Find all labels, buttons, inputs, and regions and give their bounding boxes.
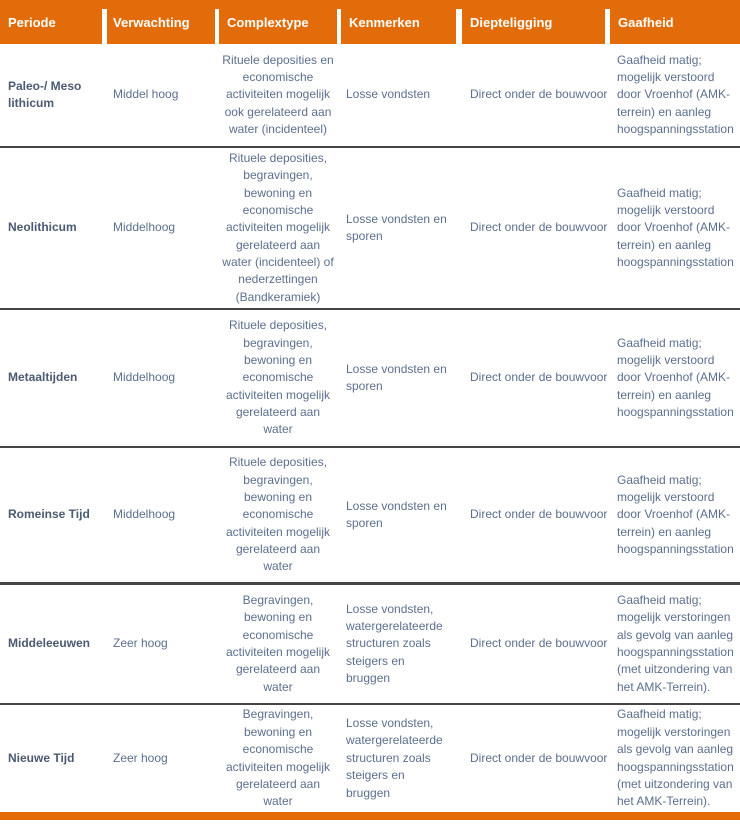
gaafheid-cell: Gaafheid matig; mogelijk verstoord door Vroenhof (AMK-terrein) en aanleg hoogspanningsstation (617, 472, 734, 557)
diepteligging-cell: Direct onder de bouwvoor (470, 220, 608, 235)
kenmerken-cell: Losse vondsten en sporen (346, 211, 447, 243)
complextype-cell: Rituele deposities, begravingen, bewoning en economische activiteiten mogelijk gerelateerd aan water (225, 318, 331, 437)
table-row (0, 448, 740, 585)
table-header-row (0, 0, 740, 44)
periode-cell: Paleo-/ Meso lithicum (8, 78, 82, 110)
diepteligging-cell: Direct onder de bouwvoor (470, 507, 608, 522)
table-row (0, 148, 740, 310)
column-header-kenmerken: Kenmerken (341, 0, 456, 44)
complextype-cell: Rituele deposities, begravingen, bewoning en economische activiteiten mogelijk gerelateerd aan water (incidenteel) of nederzettingen (Bandkeramiek) (222, 150, 334, 304)
gaafheid-cell: Gaafheid matig; mogelijk verstoord door Vroenhof (AMK-terrein) en aanleg hoogspanningsstation (617, 335, 734, 420)
diepteligging-cell: Direct onder de bouwvoor (470, 87, 608, 102)
complextype-cell: Begravingen, bewoning en economische activiteiten mogelijk gerelateerd aan water (225, 707, 331, 809)
verwachting-cell: Middelhoog (113, 370, 176, 385)
complextype-cell: Rituele deposities en economische activiteiten mogelijk ook gerelateerd aan water (incidenteel) (222, 52, 334, 137)
kenmerken-cell: Losse vondsten, watergerelateerde structuren zoals steigers en bruggen (346, 601, 443, 686)
column-header-gaafheid: Gaafheid (610, 0, 740, 44)
diepteligging-cell: Direct onder de bouwvoor (470, 750, 608, 765)
periode-cell: Middeleeuwen (8, 636, 91, 651)
verwachting-cell: Middelhoog (113, 507, 176, 522)
diepteligging-cell: Direct onder de bouwvoor (470, 370, 608, 385)
gaafheid-cell: Gaafheid matig; mogelijk verstoringen als gevolg van aanleg hoogspanningsstation (met uitzondering van het AMK-Terrein). (617, 707, 734, 809)
diepteligging-cell: Direct onder de bouwvoor (470, 636, 608, 651)
kenmerken-cell: Losse vondsten, watergerelateerde structuren zoals steigers en bruggen (346, 716, 443, 800)
table-bottom-border (0, 812, 740, 820)
periode-cell: Nieuwe Tijd (8, 750, 75, 765)
header-top-border (0, 0, 740, 9)
column-header-periode: Periode (0, 0, 102, 44)
verwachting-cell: Zeer hoog (113, 636, 168, 651)
verwachting-cell: Zeer hoog (113, 750, 168, 765)
verwachting-cell: Middel hoog (113, 87, 179, 102)
kenmerken-cell: Losse vondsten (346, 87, 431, 102)
kenmerken-cell: Losse vondsten en sporen (346, 361, 447, 393)
gaafheid-cell: Gaafheid matig; mogelijk verstoord door Vroenhof (AMK-terrein) en aanleg hoogspanningsstation (617, 185, 734, 270)
complextype-cell: Rituele deposities, begravingen, bewoning en economische activiteiten mogelijk gerelateerd aan water (225, 455, 331, 574)
column-header-verwachting: Verwachting (107, 0, 215, 44)
column-header-complextype: Complextype (219, 0, 337, 44)
table-row (0, 705, 740, 812)
verwachting-cell: Middelhoog (113, 220, 176, 235)
table-row (0, 585, 740, 705)
gaafheid-cell: Gaafheid matig; mogelijk verstoord door Vroenhof (AMK-terrein) en aanleg hoogspanningsstation (617, 52, 734, 137)
table-row (0, 310, 740, 448)
kenmerken-cell: Losse vondsten en sporen (346, 498, 447, 530)
periode-cell: Romeinse Tijd (8, 507, 90, 522)
complextype-cell: Begravingen, bewoning en economische activiteiten mogelijk gerelateerd aan water (225, 592, 331, 694)
column-header-diepteligging: Diepteligging (462, 0, 605, 44)
table-row (0, 44, 740, 148)
table-body (0, 44, 740, 812)
periode-cell: Neolithicum (8, 220, 77, 235)
gaafheid-cell: Gaafheid matig; mogelijk verstoringen als gevolg van aanleg hoogspanningsstation (met uitzondering van het AMK-Terrein). (617, 592, 734, 694)
periode-cell: Metaaltijden (8, 370, 78, 385)
